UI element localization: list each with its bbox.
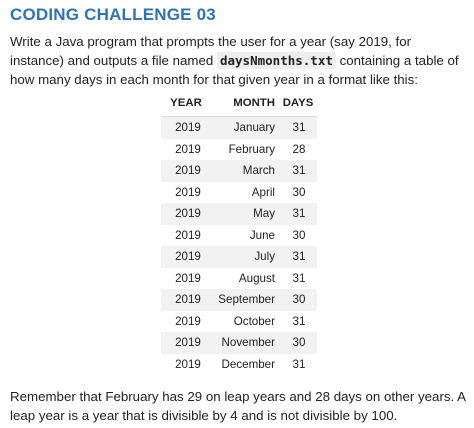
cell-days: 28 [292,142,306,156]
table-row [161,182,317,204]
cell-days: 31 [279,160,317,182]
cell-year: 2019 [175,357,201,371]
cell-month: September [209,289,279,311]
cell-month: April [251,185,275,199]
cell-month: January [209,117,279,139]
cell-year: 2019 [175,185,201,199]
cell-month: May [209,203,279,225]
intro-text-before: Write a Java program that prompts the user for a year (say 2019, for instance) and outputs a file named [10,34,412,68]
cell-year: 2019 [161,203,209,225]
header-year: YEAR [161,94,209,117]
cell-month: October [233,314,275,328]
table-row [161,289,317,311]
table-row [161,311,317,333]
table-row [161,160,317,182]
cell-days: 31 [292,314,306,328]
cell-days: 30 [292,228,306,242]
cell-month: February [228,142,275,156]
cell-days: 31 [292,357,306,371]
header-days: DAYS [279,94,317,117]
cell-days: 31 [292,271,306,285]
header-month: MONTH [209,94,279,117]
intro-paragraph [10,32,466,89]
cell-days: 30 [292,185,306,199]
document [10,0,466,89]
table-row [161,139,317,161]
cell-year: 2019 [175,228,201,242]
table-header-row [161,94,317,117]
table-body [161,117,317,376]
closing-paragraph: Remember that February has 29 on leap years and 28 days on other years. A leap year is a year that is divisible by 4 and is not divisible by 100. [10,389,466,423]
cell-month: November [209,332,279,354]
table-row [161,117,317,139]
cell-year: 2019 [175,142,201,156]
cell-year: 2019 [161,289,209,311]
table-row [161,246,317,268]
cell-month: December [221,357,275,371]
intro-text-after: containing a table of how many days in each month for that given year in a format like this: [10,53,459,87]
cell-days: 31 [279,203,317,225]
cell-month: March [209,160,279,182]
cell-year: 2019 [161,117,209,139]
cell-year: 2019 [175,314,201,328]
days-table [161,94,317,375]
table-row [161,354,317,376]
table-row [161,203,317,225]
table-row [161,268,317,290]
table-row [161,332,317,354]
cell-year: 2019 [161,160,209,182]
cell-year: 2019 [175,271,201,285]
cell-month: June [249,228,275,242]
cell-days: 30 [279,332,317,354]
cell-month: August [238,271,275,285]
inline-code-filename: daysNmonths.txt [217,52,336,69]
cell-year: 2019 [161,246,209,268]
cell-days: 31 [279,246,317,268]
cell-days: 30 [279,289,317,311]
cell-days: 31 [279,117,317,139]
cell-month: July [209,246,279,268]
table-row [161,225,317,247]
cell-year: 2019 [161,332,209,354]
page-title: CODING CHALLENGE 03 [10,5,216,24]
